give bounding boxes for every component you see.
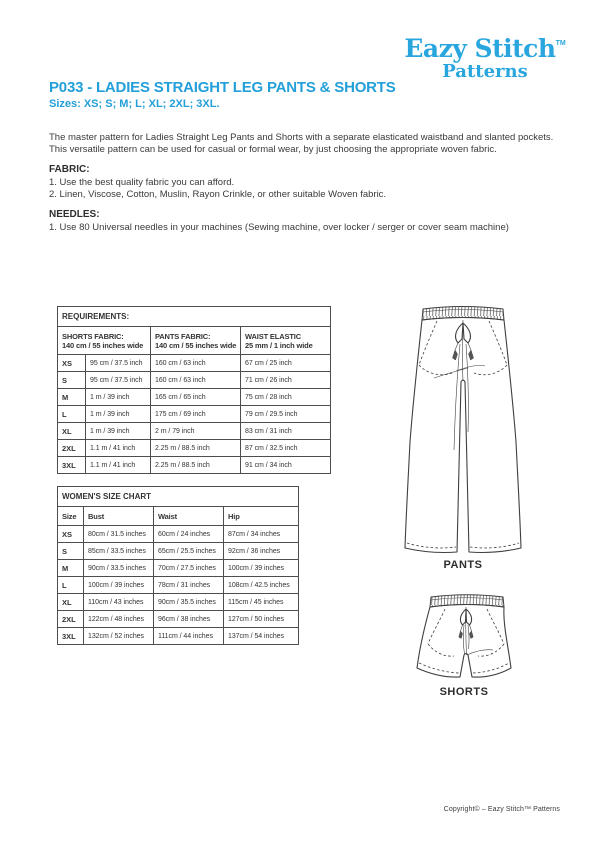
intro-line-1: The master pattern for Ladies Straight Leg Pants and Shorts with a separate elasticated waistband and slanted pockets. [49,132,554,143]
size-cell: 3XL [58,628,84,645]
size-cell: M [58,389,86,406]
pants-fabric-label: PANTS FABRIC: [155,331,211,341]
intro-line-2: This versatile pattern can be used for casual or formal wear, by just choosing the appropriate woven fabric. [49,144,497,155]
shorts-fabric-width: 140 cm / 55 inches wide [62,340,144,350]
pants-label: PANTS [443,559,483,571]
waist-elastic-cell: 87 cm / 32.5 inch [241,440,331,457]
col-header-hip: Hip [224,507,299,526]
intro-paragraph [49,132,554,156]
bust-cell: 90cm / 33.5 inches [84,560,154,577]
table-row [58,440,331,457]
waist-elastic-cell: 91 cm / 34 inch [241,457,331,474]
size-cell: 2XL [58,611,84,628]
hip-cell: 100cm / 39 inches [224,560,299,577]
size-cell: M [58,560,84,577]
table-row [58,457,331,474]
shorts-label: SHORTS [439,686,489,698]
bust-cell: 100cm / 39 inches [84,577,154,594]
shorts-fabric-cell: 1.1 m / 41 inch [86,440,151,457]
waist-cell: 70cm / 27.5 inches [154,560,224,577]
size-chart-title: WOMEN'S SIZE CHART [58,487,299,507]
requirements-header-row [58,327,331,355]
pants-fabric-width: 140 cm / 55 inches wide [155,340,237,350]
page-title: P033 - LADIES STRAIGHT LEG PANTS & SHORTS [49,79,396,96]
pants-body [405,318,521,553]
waist-cell: 90cm / 35.5 inches [154,594,224,611]
brand-tagline: Patterns [442,61,528,82]
womens-size-chart-table [57,486,299,645]
brand-logo [400,30,570,81]
waist-cell: 111cm / 44 inches [154,628,224,645]
pants-fabric-cell: 2.25 m / 88.5 inch [151,457,241,474]
waist-elastic-cell: 75 cm / 28 inch [241,389,331,406]
table-row [58,389,331,406]
copyright-notice: Copyright© – Eazy Stitch™ Patterns [443,806,560,813]
size-cell: S [58,543,84,560]
pants-fabric-cell: 175 cm / 69 inch [151,406,241,423]
waist-elastic-cell: 67 cm / 25 inch [241,355,331,372]
table-row [58,577,299,594]
col-header-bust: Bust [84,507,154,526]
pants-fabric-cell: 2.25 m / 88.5 inch [151,440,241,457]
waist-elastic-cell: 83 cm / 31 inch [241,423,331,440]
waist-elastic-label: WAIST ELASTIC [245,331,301,341]
col-header-pants-fabric [151,327,241,355]
pants-flat-sketch [393,302,533,558]
pants-fabric-cell: 160 cm / 63 inch [151,372,241,389]
shorts-fabric-cell: 1 m / 39 inch [86,423,151,440]
needles-item-1: 1. Use 80 Universal needles in your machines (Sewing machine, over locker / serger or cover seam machine) [49,222,509,233]
size-cell: L [58,406,86,423]
size-cell: XS [58,526,84,543]
hip-cell: 87cm / 34 inches [224,526,299,543]
shorts-fabric-cell: 95 cm / 37.5 inch [86,372,151,389]
bust-cell: 132cm / 52 inches [84,628,154,645]
fabric-heading: FABRIC: [49,164,90,175]
requirements-title: REQUIREMENTS: [58,307,331,327]
size-cell: 3XL [58,457,86,474]
pants-fabric-cell: 160 cm / 63 inch [151,355,241,372]
needles-section [49,209,554,234]
requirements-table [57,306,331,474]
col-header-shorts-fabric [58,327,151,355]
size-chart-header-row [58,507,299,526]
hip-cell: 92cm / 36 inches [224,543,299,560]
table-row [58,406,331,423]
shorts-fabric-cell: 1 m / 39 inch [86,389,151,406]
waist-cell: 60cm / 24 inches [154,526,224,543]
fabric-item-1: 1. Use the best quality fabric you can afford. [49,177,235,188]
shorts-fabric-cell: 1 m / 39 inch [86,406,151,423]
waist-elastic-cell: 71 cm / 26 inch [241,372,331,389]
pants-illustration [393,302,533,558]
needles-heading: NEEDLES: [49,209,100,220]
bust-cell: 80cm / 31.5 inches [84,526,154,543]
waist-cell: 65cm / 25.5 inches [154,543,224,560]
fabric-section [49,164,554,201]
col-header-waist: Waist [154,507,224,526]
hip-cell: 108cm / 42.5 inches [224,577,299,594]
shorts-illustration [408,591,520,688]
bust-cell: 110cm / 43 inches [84,594,154,611]
table-row [58,560,299,577]
col-header-waist-elastic [241,327,331,355]
brand-name [400,30,570,62]
size-cell: 2XL [58,440,86,457]
pants-waistband [422,307,504,321]
fabric-item-2: 2. Linen, Viscose, Cotton, Muslin, Rayon Crinkle, or other suitable Woven fabric. [49,189,387,200]
col-header-size: Size [58,507,84,526]
pants-fabric-cell: 165 cm / 65 inch [151,389,241,406]
trademark-symbol: TM [555,40,566,47]
shorts-flat-sketch [408,591,520,688]
size-cell: XL [58,594,84,611]
table-row [58,611,299,628]
table-row [58,628,299,645]
pants-fabric-cell: 2 m / 79 inch [151,423,241,440]
shorts-fabric-cell: 1.1 m / 41 inch [86,457,151,474]
hip-cell: 127cm / 50 inches [224,611,299,628]
sizes-line: Sizes: XS; S; M; L; XL; 2XL; 3XL. [49,98,220,110]
table-row [58,526,299,543]
waist-cell: 78cm / 31 inches [154,577,224,594]
table-row [58,543,299,560]
table-row [58,594,299,611]
table-row [58,355,331,372]
bust-cell: 122cm / 48 inches [84,611,154,628]
waist-elastic-width: 25 mm / 1 inch wide [245,340,313,350]
size-cell: XS [58,355,86,372]
table-row [58,372,331,389]
size-cell: L [58,577,84,594]
size-cell: XL [58,423,86,440]
table-row [58,423,331,440]
shorts-fabric-cell: 95 cm / 37.5 inch [86,355,151,372]
bust-cell: 85cm / 33.5 inches [84,543,154,560]
waist-elastic-cell: 79 cm / 29.5 inch [241,406,331,423]
size-cell: S [58,372,86,389]
waist-cell: 96cm / 38 inches [154,611,224,628]
shorts-fabric-label: SHORTS FABRIC: [62,331,124,341]
hip-cell: 137cm / 54 inches [224,628,299,645]
hip-cell: 115cm / 45 inches [224,594,299,611]
brand-name-text: Eazy Stitch [404,34,556,63]
